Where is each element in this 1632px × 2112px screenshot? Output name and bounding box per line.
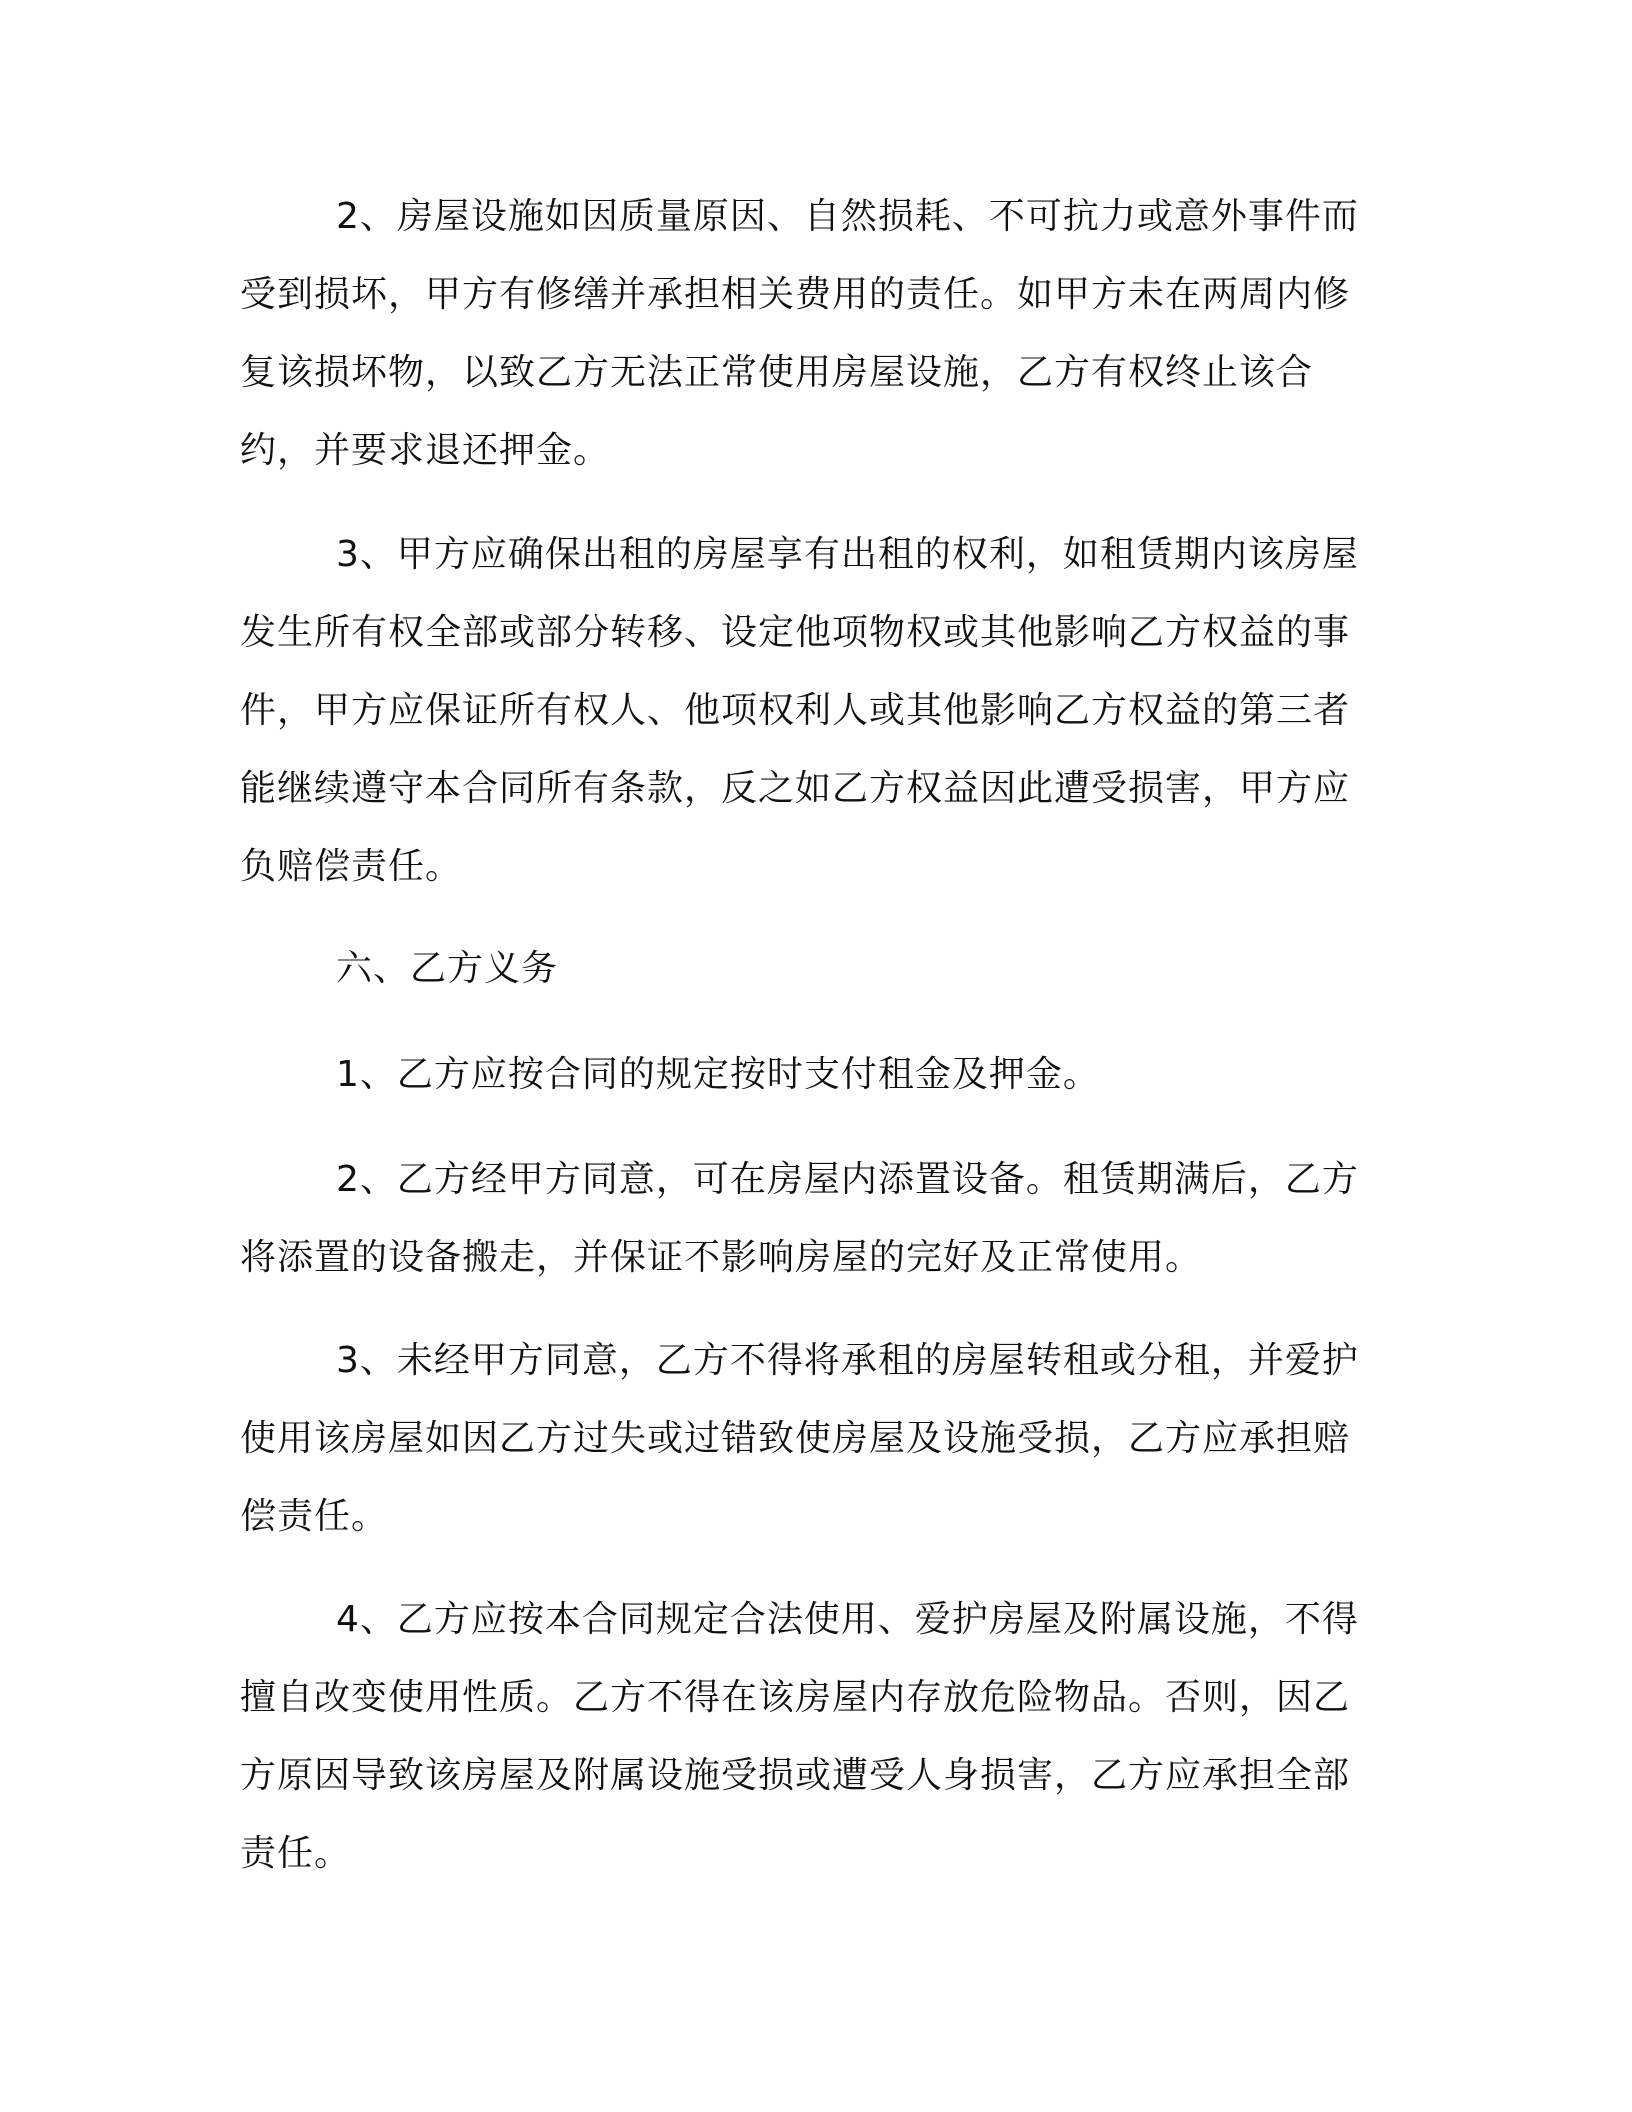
clause-paragraph: 3、甲方应确保出租的房屋享有出租的权利，如租赁期内该房屋发生所有权全部或部分转移、设定他项物权或其他影响乙方权益的事件，甲方应保证所有权人、他项权利人或其他影响乙方权益的第三者能继续遵守本合同所有条款，反之如乙方权益因此遭受损害，甲方应负赔偿责任。: [240, 534, 1359, 887]
obligation-paragraph: 4、乙方应按本合同规定合法使用、爱护房屋及附属设施，不得擅自改变使用性质。乙方不得在该房屋内存放危险物品。否则，因乙方原因导致该房屋及附属设施受损或遭受人身损害，乙方应承担全部责任。: [240, 1599, 1359, 1874]
section-heading: 六、乙方义务: [336, 948, 559, 989]
obligation-paragraph: 1、乙方应按合同的规定按时支付租金及押金。: [336, 1054, 1100, 1095]
obligation-paragraph: 2、乙方经甲方同意，可在房屋内添置设备。租赁期满后，乙方将添置的设备搬走，并保证不影响房屋的完好及正常使用。: [240, 1159, 1359, 1278]
obligation-paragraph: 3、未经甲方同意，乙方不得将承租的房屋转租或分租，并爱护使用该房屋如因乙方过失或过错致使房屋及设施受损，乙方应承担赔偿责任。: [240, 1340, 1359, 1537]
clause-paragraph: 2、房屋设施如因质量原因、自然损耗、不可抗力或意外事件而受到损坏，甲方有修缮并承担相关费用的责任。如甲方未在两周内修复该损坏物，以致乙方无法正常使用房屋设施，乙方有权终止该合约，并要求退还押金。: [240, 196, 1359, 471]
